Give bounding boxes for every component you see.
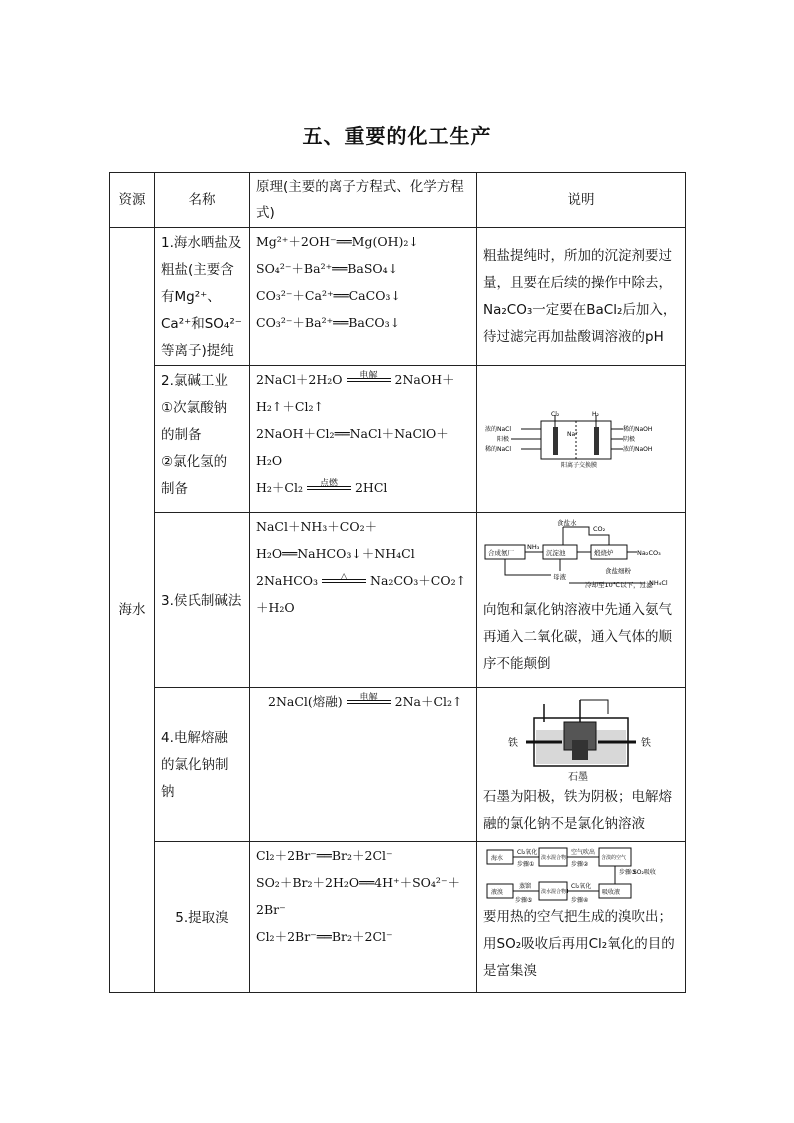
row5-note: 要用热的空气把生成的溴吹出；用SO₂吸收后再用Cl₂氧化的目的是富集溴 xyxy=(483,909,675,979)
condition: 电解 xyxy=(359,693,378,703)
equation: H₂↑＋Cl₂↑ xyxy=(256,399,324,414)
label-fine: 食盐细粉 xyxy=(605,567,631,575)
label-s2: 空气吹出 xyxy=(571,849,596,856)
name-line: 的制备 xyxy=(161,427,202,443)
row2-name xyxy=(155,366,250,513)
row3-name: 3.侯氏制碱法 xyxy=(155,513,250,688)
chlor-alkali-cell-diagram xyxy=(483,411,679,471)
label-absorb: 吸收液 xyxy=(602,889,621,896)
name-line: 钠 xyxy=(161,784,175,800)
table-row xyxy=(110,513,686,688)
row2-equations xyxy=(250,366,477,513)
name-line: ①次氯酸钠 xyxy=(161,400,228,416)
label-step4: 步骤④ xyxy=(571,897,589,904)
eq-right: 2Na＋Cl₂↑ xyxy=(394,694,463,709)
header-note: 说明 xyxy=(477,173,686,228)
label-step1: 步骤① xyxy=(517,861,535,868)
label-iron-right: 铁 xyxy=(641,738,651,749)
label-air: 含溴的空气 xyxy=(601,855,627,861)
row1-equations xyxy=(250,228,477,366)
label-so2: SO₂吸收 xyxy=(633,869,656,876)
label-step5: 步骤⑤ xyxy=(515,897,533,904)
eq-right: Na₂CO₃＋CO₂↑ xyxy=(370,573,467,588)
equation: NaCl＋NH₃＋CO₂＋ xyxy=(256,519,378,534)
equation: SO₂＋Br₂＋2H₂O══4H⁺＋SO₄²⁻＋ xyxy=(256,875,461,890)
row5-name: 5.提取溴 xyxy=(155,842,250,993)
row4-name xyxy=(155,688,250,842)
label-right3: 浓的NaOH xyxy=(623,446,653,453)
table-row xyxy=(110,366,686,513)
equation xyxy=(256,366,470,393)
table-header-row xyxy=(110,173,686,228)
row5-note-cell xyxy=(477,842,686,993)
label-left1: 浓的NaCl xyxy=(485,426,512,433)
label-left3: 稀的NaCl xyxy=(485,446,512,453)
equation: Cl₂＋2Br⁻══Br₂＋2Cl⁻ xyxy=(256,929,393,944)
equation: H₂O xyxy=(256,453,283,468)
label-mother: 母液 xyxy=(553,573,566,581)
hou-process-diagram xyxy=(483,517,679,597)
label-salt: 食盐水 xyxy=(557,519,577,527)
header-principle: 原理(主要的离子方程式、化学方程式) xyxy=(250,173,477,228)
row1-note: 粗盐提纯时，所加的沉淀剂要过量，且要在后续的操作中除去，Na₂CO₃一定要在BaCl₂后加入，待过滤完再加盐酸调溶液的pH xyxy=(477,228,686,366)
label-s1: Cl₂氧化 xyxy=(517,849,538,856)
equation: 2NaOH＋Cl₂══NaCl＋NaClO＋ xyxy=(256,426,449,441)
name-line: ②氯化氢的 xyxy=(161,454,228,470)
equation: Cl₂＋2Br⁻══Br₂＋2Cl⁻ xyxy=(256,848,393,863)
label-right2: 阴极 xyxy=(623,436,636,443)
row5-equations xyxy=(250,842,477,993)
table-row xyxy=(110,228,686,366)
name-line: 制备 xyxy=(161,481,188,497)
equation: Mg²⁺＋2OH⁻══Mg(OH)₂↓ xyxy=(256,234,419,249)
eq-right: 2HCl xyxy=(354,480,388,495)
name-line: 的氯化钠制 xyxy=(161,757,229,773)
label-liquid-bromine: 液溴 xyxy=(491,889,504,896)
equation xyxy=(256,688,470,715)
label-furnace: 煅烧炉 xyxy=(594,549,614,557)
label-nh3: NH₃ xyxy=(527,543,540,551)
row3-note: 向饱和氯化钠溶液中先通入氨气再通入二氧化碳，通入气体的顺序不能颠倒 xyxy=(483,602,672,672)
chemical-production-table xyxy=(109,172,686,993)
row4-note: 石墨为阳极，铁为阴极；电解熔融的氯化钠不是氯化钠溶液 xyxy=(483,789,672,832)
condition: 点燃 xyxy=(319,479,338,489)
row2-figure-cell xyxy=(477,366,686,513)
equation xyxy=(256,474,470,501)
row4-note-cell xyxy=(477,688,686,842)
condition: △ xyxy=(340,572,348,582)
label-seawater: 海水 xyxy=(491,855,504,862)
row4-equations xyxy=(250,688,477,842)
row3-equations xyxy=(250,513,477,688)
equation: ＋H₂O xyxy=(256,600,295,615)
label-step2: 步骤② xyxy=(571,861,589,868)
label-nh4cl: NH₄Cl xyxy=(649,579,668,587)
label-s5: 蒸馏 xyxy=(519,883,532,890)
label-membrane: 阳离子交换膜 xyxy=(561,462,598,469)
label-cl2: Cl₂ xyxy=(551,411,560,418)
molten-nacl-cell-diagram xyxy=(506,692,656,784)
label-graphite: 石墨 xyxy=(568,772,588,783)
label-plant: 合成氨厂 xyxy=(488,549,514,557)
equation: CO₃²⁻＋Ba²⁺══BaCO₃↓ xyxy=(256,315,401,330)
equation: 2Br⁻ xyxy=(256,902,286,917)
table-row xyxy=(110,688,686,842)
label-na: Na⁺ xyxy=(567,431,579,438)
label-cool: 冷却至10℃以下，过滤 xyxy=(585,581,653,589)
resource-cell: 海水 xyxy=(110,228,155,993)
label-iron-left: 铁 xyxy=(508,738,518,749)
label-mix2: 溴水混合物Ⅱ xyxy=(541,889,569,895)
label-pool: 沉淀池 xyxy=(546,549,566,557)
label-left2: 阳极 xyxy=(497,436,510,443)
header-resource: 资源 xyxy=(110,173,155,228)
name-line: 2.氯碱工业 xyxy=(161,373,228,389)
condition: 电解 xyxy=(359,371,378,381)
eq-left: H₂＋Cl₂ xyxy=(256,480,303,495)
row1-name: 1.海水晒盐及粗盐(主要含有Mg²⁺、Ca²⁺和SO₄²⁻等离子)提纯 xyxy=(155,228,250,366)
label-mix1: 溴水混合物Ⅰ xyxy=(541,855,568,861)
equation: H₂O══NaHCO₃↓＋NH₄Cl xyxy=(256,546,415,561)
label-na2co3: Na₂CO₃ xyxy=(637,549,661,557)
bromine-extraction-diagram xyxy=(483,846,679,904)
label-co2: CO₂ xyxy=(593,525,606,533)
label-s4: Cl₂氧化 xyxy=(571,883,592,890)
name-line: 4.电解熔融 xyxy=(161,730,228,746)
label-h2: H₂ xyxy=(592,411,599,418)
page-title: 五、重要的化工生产 xyxy=(302,124,492,148)
row3-note-cell xyxy=(477,513,686,688)
equation: SO₄²⁻＋Ba²⁺══BaSO₄↓ xyxy=(256,261,399,276)
label-step3: 步骤③ xyxy=(619,869,637,876)
eq-right: 2NaOH＋ xyxy=(394,372,455,387)
eq-left: 2NaCl＋2H₂O xyxy=(256,372,343,387)
equation xyxy=(256,567,470,594)
table-row xyxy=(110,842,686,993)
header-name: 名称 xyxy=(155,173,250,228)
equation: CO₃²⁻＋Ca²⁺══CaCO₃↓ xyxy=(256,288,401,303)
eq-left: 2NaCl(熔融) xyxy=(268,694,343,709)
eq-left: 2NaHCO₃ xyxy=(256,573,319,588)
label-right1: 稀的NaOH xyxy=(623,426,653,433)
